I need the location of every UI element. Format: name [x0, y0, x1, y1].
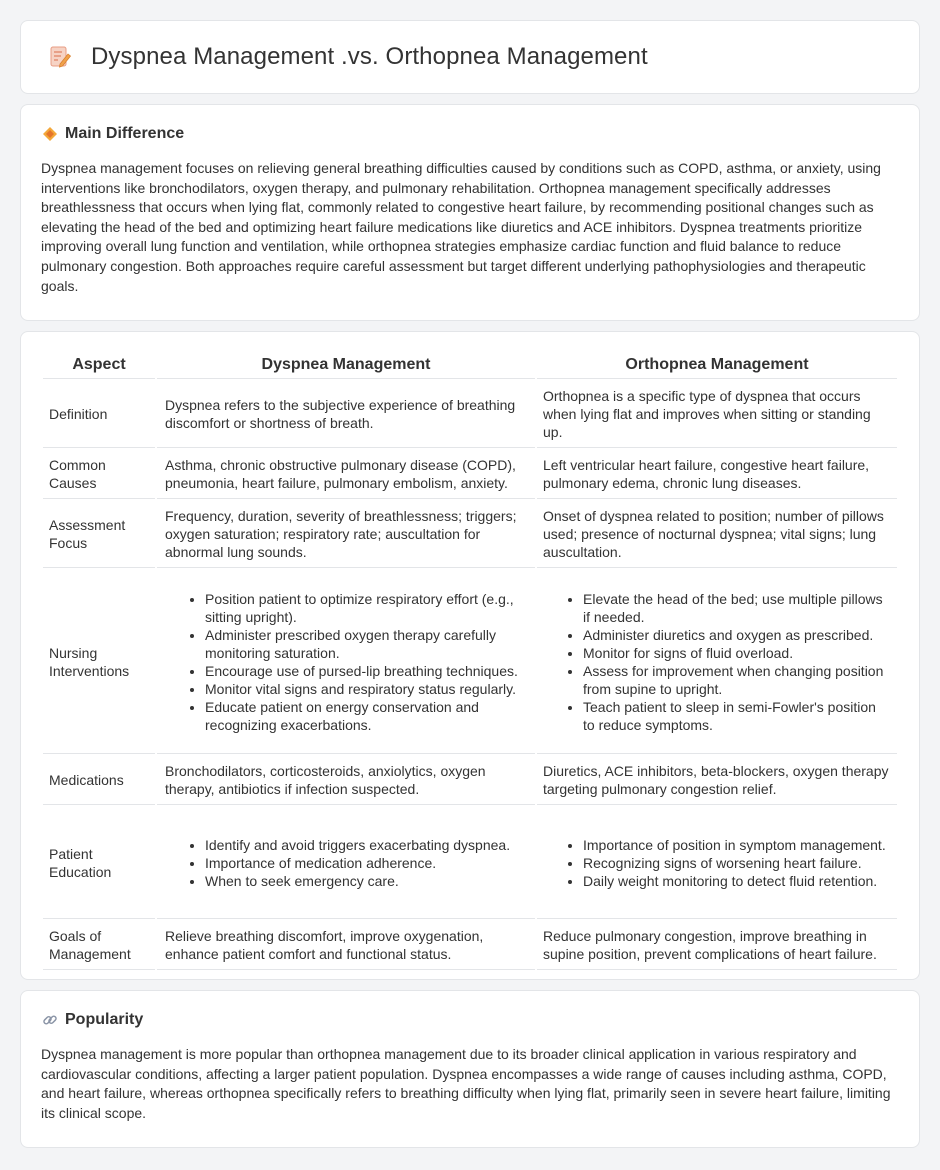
table-row: [43, 807, 897, 919]
list-item: • Importance of position in symptom management.: [583, 836, 891, 854]
list-item: • Elevate the head of the bed; use multiple pillows if needed.: [583, 590, 891, 626]
main-difference-text: Dyspnea management focuses on relieving general breathing difficulties caused by conditions such as COPD, asthma, or anxiety, using interventions like bronchodilators, oxygen therapy, and pulmonary rehabilitation. Orthopnea management specifically addresses breathlessness that occurs when lying flat, commonly related to congestive heart failure, by recommending positional changes such as elevating the head of the bed and optimizing heart failure medications like diuretics and ACE inhibitors. Dyspnea treatments prioritize improving overall lung function and ventilation, while orthopnea strategies emphasize cardiac function and fluid balance to reduce pulmonary congestion. Both approaches require careful assessment but target different underlying pathophysiologies and therapeutic goals.: [41, 160, 881, 294]
row-aspect: Assessment Focus: [43, 501, 155, 568]
diamond-icon: [41, 125, 59, 143]
popularity-card: [20, 990, 920, 1148]
row-orthopnea: [537, 570, 897, 754]
table-row: [43, 381, 897, 448]
row-dyspnea: Asthma, chronic obstructive pulmonary disease (COPD), pneumonia, heart failure, pulmonary embolism, anxiety.: [157, 450, 535, 499]
header-orthopnea: Orthopnea Management: [537, 352, 897, 379]
dyspnea-interventions-list: [165, 590, 529, 734]
row-aspect: Nursing Interventions: [43, 570, 155, 754]
row-dyspnea: [157, 807, 535, 919]
link-icon: [41, 1011, 59, 1029]
list-item: • Recognizing signs of worsening heart failure.: [583, 854, 891, 872]
comparison-table: [41, 350, 899, 972]
page-title: Dyspnea Management .vs. Orthopnea Management: [91, 43, 648, 70]
row-orthopnea: Onset of dyspnea related to position; number of pillows used; presence of nocturnal dyspnea; vital signs; lung auscultation.: [537, 501, 897, 568]
table-header-row: [43, 352, 897, 379]
dyspnea-education-list: [165, 836, 529, 890]
row-dyspnea: Relieve breathing discomfort, improve oxygenation, enhance patient comfort and functional status.: [157, 921, 535, 970]
list-item: • Teach patient to sleep in semi-Fowler's position to reduce symptoms.: [583, 698, 891, 734]
document-pen-icon: [45, 42, 75, 72]
list-item: • Assess for improvement when changing position from supine to upright.: [583, 662, 891, 698]
table-row: [43, 501, 897, 568]
row-orthopnea: Diuretics, ACE inhibitors, beta-blockers, oxygen therapy targeting pulmonary congestion relief.: [537, 756, 897, 805]
table-row: [43, 756, 897, 805]
list-item: • Position patient to optimize respiratory effort (e.g., sitting upright).: [205, 590, 529, 626]
row-aspect: Definition: [43, 381, 155, 448]
list-item: • Administer diuretics and oxygen as prescribed.: [583, 626, 891, 644]
list-item: • Importance of medication adherence.: [205, 854, 529, 872]
row-orthopnea: Left ventricular heart failure, congestive heart failure, pulmonary edema, chronic lung diseases.: [537, 450, 897, 499]
popularity-title: Popularity: [65, 1011, 144, 1028]
main-difference-card: [20, 104, 920, 321]
orthopnea-interventions-list: [543, 590, 891, 734]
row-aspect: Patient Education: [43, 807, 155, 919]
table-row: [43, 921, 897, 970]
header-dyspnea: Dyspnea Management: [157, 352, 535, 379]
table-row: [43, 570, 897, 754]
list-item: • Daily weight monitoring to detect fluid retention.: [583, 872, 891, 890]
row-aspect: Common Causes: [43, 450, 155, 499]
header-aspect: Aspect: [43, 352, 155, 379]
row-aspect: Medications: [43, 756, 155, 805]
list-item: • Identify and avoid triggers exacerbating dyspnea.: [205, 836, 529, 854]
row-dyspnea: Bronchodilators, corticosteroids, anxiolytics, oxygen therapy, antibiotics if infection suspected.: [157, 756, 535, 805]
row-dyspnea: Frequency, duration, severity of breathlessness; triggers; oxygen saturation; respiratory rate; auscultation for abnormal lung sounds.: [157, 501, 535, 568]
list-item: • Monitor for signs of fluid overload.: [583, 644, 891, 662]
list-item: • Administer prescribed oxygen therapy carefully monitoring saturation.: [205, 626, 529, 662]
popularity-header: [41, 1011, 899, 1029]
orthopnea-education-list: [543, 836, 891, 890]
list-item: • Educate patient on energy conservation and recognizing exacerbations.: [205, 698, 529, 734]
table-row: [43, 450, 897, 499]
row-aspect: Goals of Management: [43, 921, 155, 970]
popularity-text: Dyspnea management is more popular than orthopnea management due to its broader clinical application in various respiratory and cardiovascular conditions, affecting a larger patient population. Dyspnea encompasses a wide range of causes including asthma, COPD, and heart failure, whereas orthopnea specifically refers to breathing difficulty when lying flat, primarily seen in severe heart failure, limiting its clinical scope.: [41, 1046, 891, 1121]
row-dyspnea: Dyspnea refers to the subjective experience of breathing discomfort or shortness of breath.: [157, 381, 535, 448]
header-card: [20, 20, 920, 94]
row-orthopnea: [537, 807, 897, 919]
comparison-table-card: [20, 331, 920, 980]
row-dyspnea: [157, 570, 535, 754]
row-orthopnea: Orthopnea is a specific type of dyspnea that occurs when lying flat and improves when sitting or standing up.: [537, 381, 897, 448]
list-item: • Monitor vital signs and respiratory status regularly.: [205, 680, 529, 698]
list-item: • Encourage use of pursed-lip breathing techniques.: [205, 662, 529, 680]
list-item: • When to seek emergency care.: [205, 872, 529, 890]
main-difference-header: [41, 125, 899, 143]
row-orthopnea: Reduce pulmonary congestion, improve breathing in supine position, prevent complications of heart failure.: [537, 921, 897, 970]
main-difference-title: Main Difference: [65, 125, 185, 142]
